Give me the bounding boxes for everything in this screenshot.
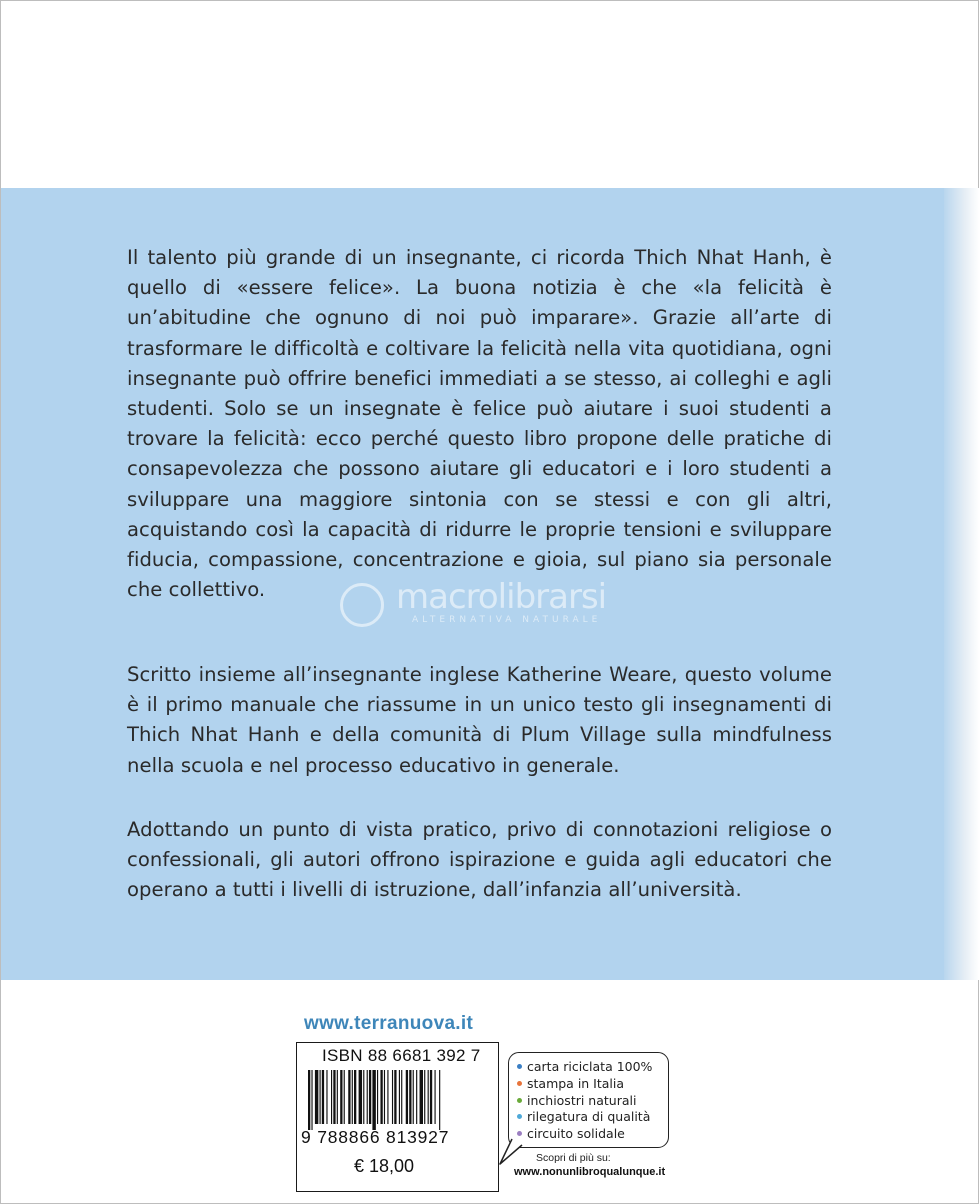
description-paragraph-3: Adottando un punto di vista pratico, privo di connotazioni religiose o confessionali, gli autori offrono ispirazione e guida agli educatori che operano a tutti i livelli di istruzione, dall’infanzia all’università. [127,818,832,902]
barcode-box [296,1042,499,1192]
eco-feature-item: inchiostri naturali [517,1093,652,1110]
more-info-label: Scopri di più su: [536,1152,611,1164]
speech-bubble-tail-icon [498,1138,528,1166]
description-paragraph-2: Scritto insieme all’insegnante inglese Katherine Weare, questo volume è il primo manuale che riassume in un unico testo gli insegnamenti di Thich Nhat Hanh e della comunità di Plum Village sulla mindfulness nella scuola e nel processo educativo in generale. [127,663,832,777]
price-label: € 18,00 [354,1156,415,1176]
eco-feature-item: rilegatura di qualità [517,1109,652,1126]
bullet-dot-icon [517,1114,522,1119]
description-paragraph-1: Il talento più grande di un insegnante, ci ricorda Thich Nhat Hanh, è quello di «essere felice». La buona notizia è che «la felicità è un’abitudine che ognuno di noi può imparare». Grazie all’arte di trasformare le difficoltà e coltivare la felicità nella vita quotidiana, ogni insegnante può offrire benefici immediati a se stesso, ai colleghi e agli studenti. Solo se un insegnate è felice può aiutare i suoi studenti a trovare la felicità: ecco perché questo libro propone delle pratiche di consapevolezza che possono aiutare gli educatori e i loro studenti a sviluppare una maggiore sintonia con se stessi e con gli altri, acquistando così la capacità di ridurre le proprie tensioni e sviluppare fiducia, compassione, concentrazione e gioia, sul piano sia personale che collettivo. [127,246,832,602]
eco-feature-item: circuito solidale [517,1126,652,1143]
watermark-tagline: ALTERNATIVA NATURALE [412,615,602,625]
bullet-dot-icon [517,1131,522,1136]
barcode-digits: 9 788866 813927 [301,1127,450,1147]
eco-feature-item: stampa in Italia [517,1076,652,1093]
bullet-dot-icon [517,1081,522,1086]
eco-features-list [517,1059,652,1143]
bullet-dot-icon [517,1064,522,1069]
eco-features-bubble [508,1052,669,1148]
eco-feature-item: carta riciclata 100% [517,1059,652,1076]
bullet-dot-icon [517,1098,522,1103]
publisher-website-link[interactable]: www.terranuova.it [304,1013,474,1034]
barcode-bars-icon [308,1070,488,1130]
blue-band-edge [944,188,979,980]
isbn-label: ISBN 88 6681 392 7 [322,1046,481,1065]
more-info-link[interactable]: www.nonunlibroqualunque.it [514,1166,666,1178]
watermark-name: macrolibrarsi [396,577,607,617]
